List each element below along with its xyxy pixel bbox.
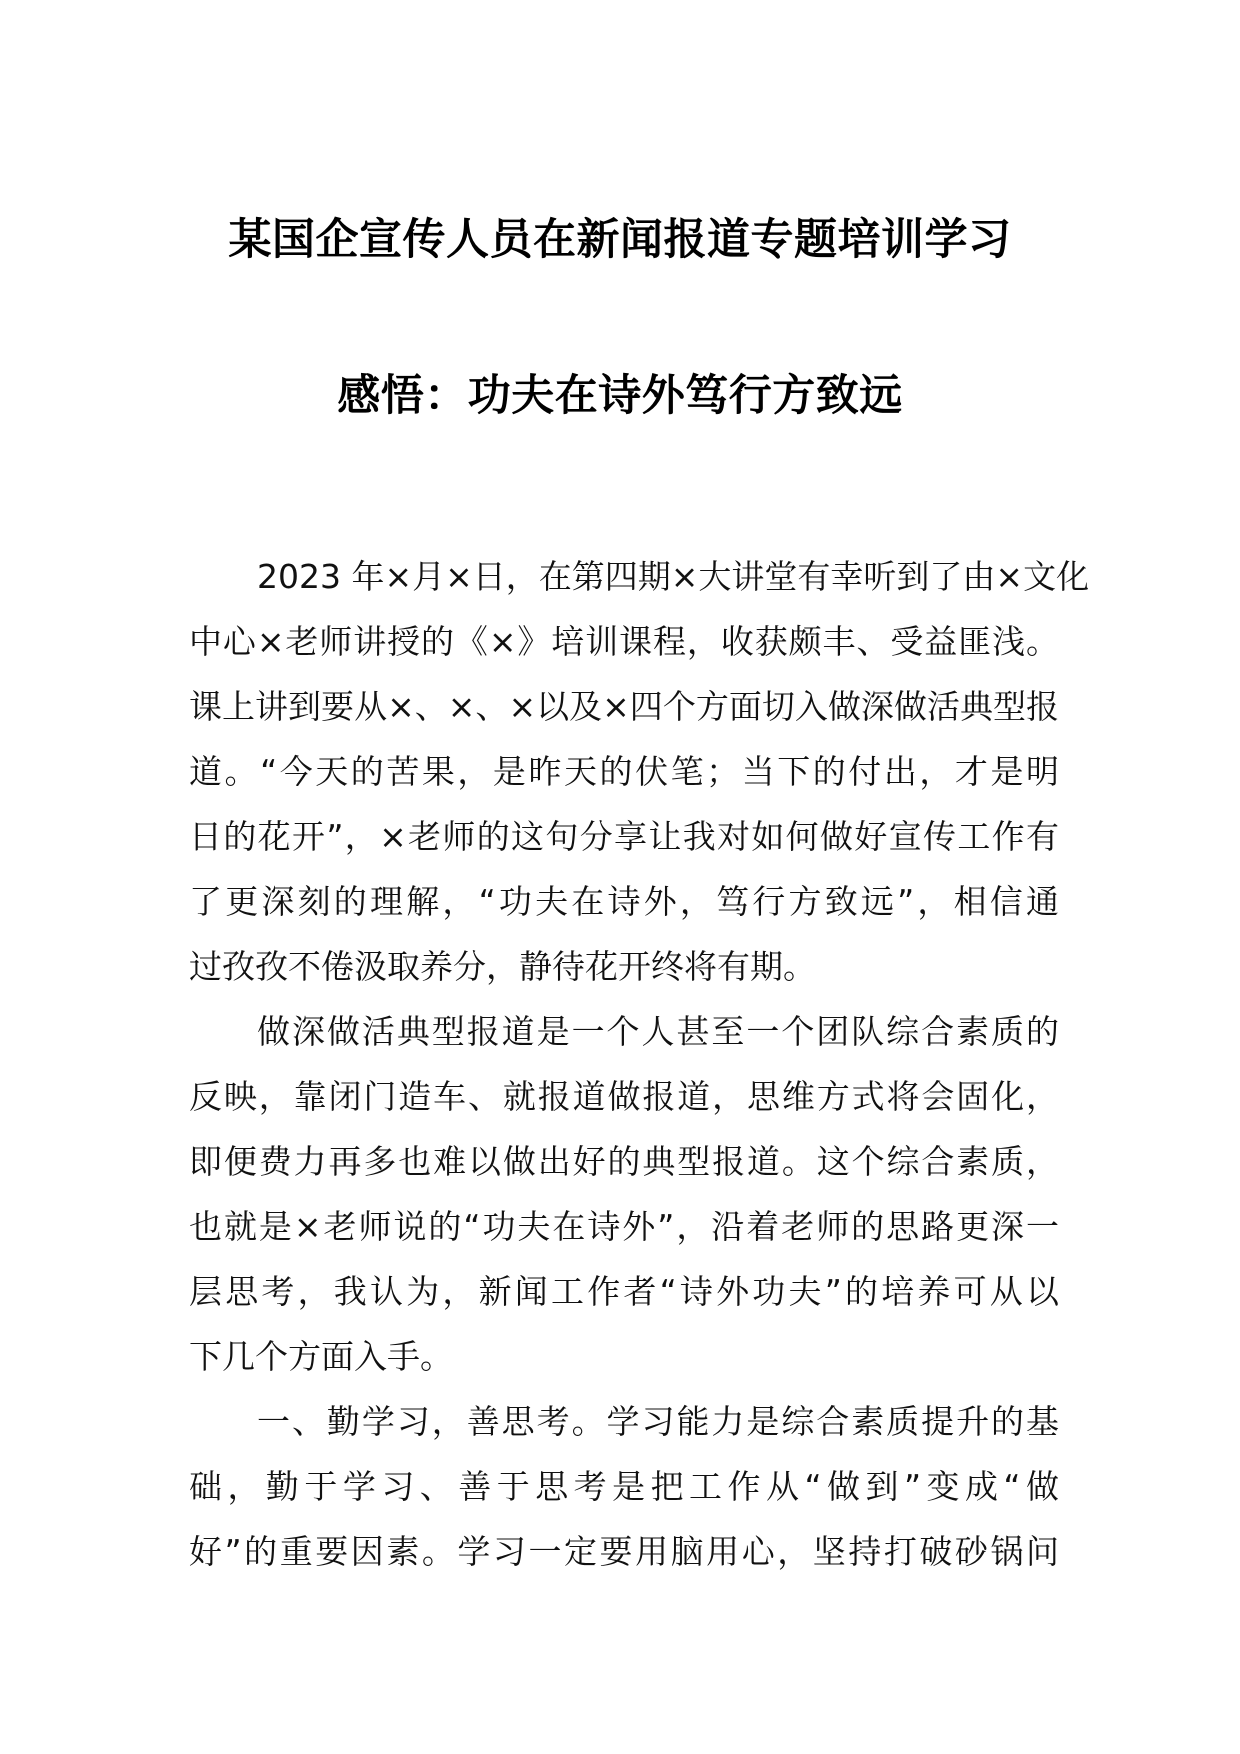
paragraph-line: 下几个方面入手。 (189, 1337, 453, 1376)
paragraph-line: 层思考，我认为，新闻工作者“诗外功夫”的培养可从以 (189, 1272, 1059, 1311)
paragraph-line: 了更深刻的理解，“功夫在诗外，笃行方致远”，相信通 (189, 882, 1059, 921)
paragraph-line: 也就是×老师说的“功夫在诗外”，沿着老师的思路更深一 (189, 1207, 1059, 1246)
paragraph-line: 础，勤于学习、善于思考是把工作从“做到”变成“做 (189, 1467, 1059, 1506)
paragraph-line: 2023 年×月×日，在第四期×大讲堂有幸听到了由×文化 (257, 557, 1090, 596)
paragraph-line: 中心×老师讲授的《×》培训课程，收获颇丰、受益匪浅。 (189, 622, 1059, 661)
paragraph-2 (189, 999, 1059, 1389)
paragraph-3 (189, 1389, 1059, 1584)
document-title-line-1: 某国企宣传人员在新闻报道专题培训学习 (228, 215, 1012, 265)
paragraph-line: 过孜孜不倦汲取养分，静待花开终将有期。 (189, 947, 816, 986)
document-body (189, 544, 1090, 1584)
paragraph-line: 一、勤学习，善思考。学习能力是综合素质提升的基 (257, 1402, 1059, 1441)
paragraph-line: 做深做活典型报道是一个人甚至一个团队综合素质的 (257, 1012, 1059, 1051)
paragraph-line: 反映，靠闭门造车、就报道做报道，思维方式将会固化， (189, 1077, 1059, 1116)
paragraph-line: 日的花开”，×老师的这句分享让我对如何做好宣传工作有 (189, 817, 1059, 856)
paragraph-line: 课上讲到要从×、×、×以及×四个方面切入做深做活典型报 (189, 687, 1059, 726)
paragraph-line: 即便费力再多也难以做出好的典型报道。这个综合素质， (189, 1142, 1059, 1181)
paragraph-1 (189, 544, 1090, 999)
paragraph-line: 好”的重要因素。学习一定要用脑用心，坚持打破砂锅问 (189, 1532, 1059, 1571)
paragraph-line: 道。“今天的苦果，是昨天的伏笔；当下的付出，才是明 (189, 752, 1059, 791)
document-title-line-2: 感悟：功夫在诗外笃行方致远 (337, 371, 903, 421)
